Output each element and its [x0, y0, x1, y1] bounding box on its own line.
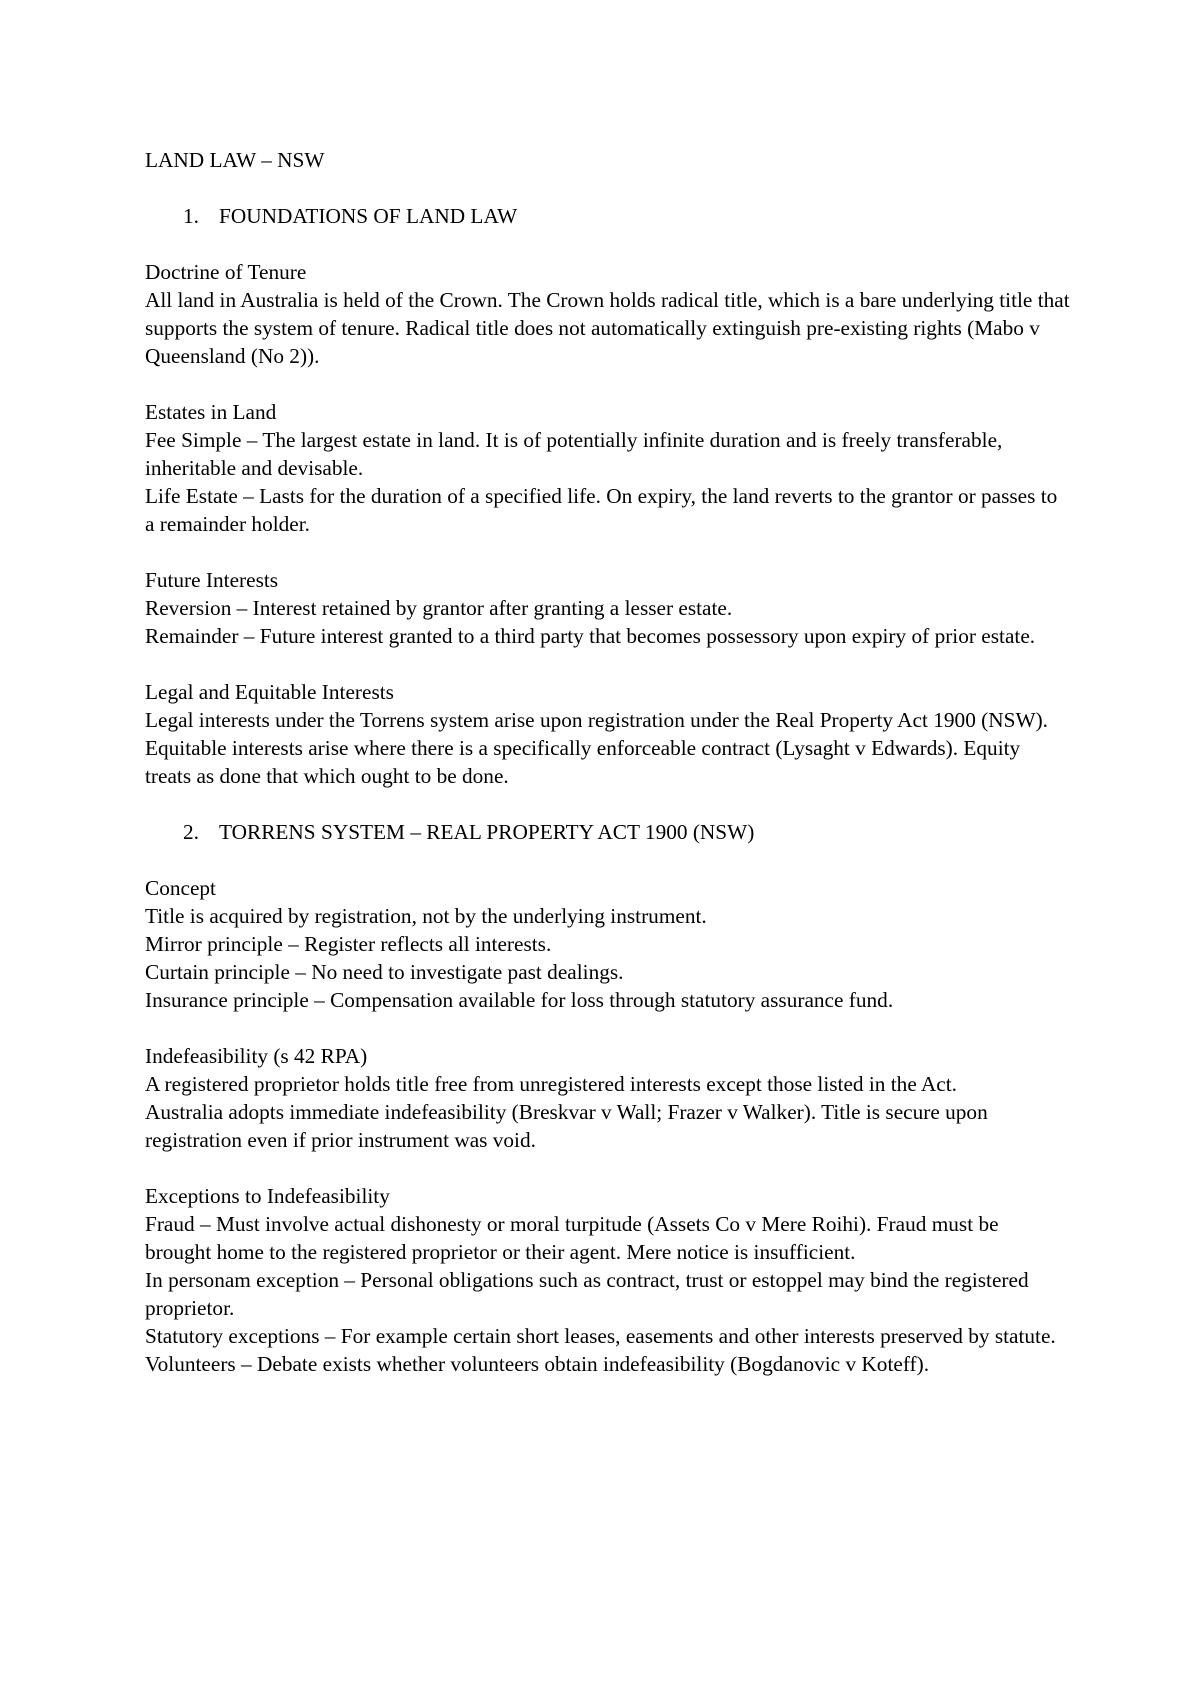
section-heading-number: 2.: [183, 820, 199, 844]
paragraph: Australia adopts immediate indefeasibility (Breskvar v Wall; Frazer v Walker). Title is secure upon registration even if prior instrument was void.: [145, 1100, 988, 1152]
section-heading-1: [145, 202, 1070, 230]
paragraph: Remainder – Future interest granted to a third party that becomes possessory upon expiry of prior estate.: [145, 624, 1036, 648]
document-title: LAND LAW – NSW: [145, 148, 325, 172]
section-heading-text: FOUNDATIONS OF LAND LAW: [219, 204, 518, 228]
paragraph: Life Estate – Lasts for the duration of a specified life. On expiry, the land reverts to the grantor or passes to a remainder holder.: [145, 484, 1058, 536]
subsection-title: Future Interests: [145, 568, 279, 592]
subsection-legal-and-equitable-interests: [145, 678, 1070, 790]
subsection-title: Legal and Equitable Interests: [145, 680, 394, 704]
paragraph: Title is acquired by registration, not by the underlying instrument.: [145, 904, 707, 928]
paragraph: Fee Simple – The largest estate in land. It is of potentially infinite duration and is freely transferable, inheritable and devisable.: [145, 428, 1003, 480]
paragraph: Statutory exceptions – For example certain short leases, easements and other interests preserved by statute.: [145, 1324, 1056, 1348]
section-heading-number: 1.: [183, 204, 199, 228]
paragraph: In personam exception – Personal obligations such as contract, trust or estoppel may bind the registered proprietor.: [145, 1268, 1029, 1320]
section-heading-text: TORRENS SYSTEM – REAL PROPERTY ACT 1900 (NSW): [219, 820, 755, 844]
subsection-title: Estates in Land: [145, 400, 277, 424]
paragraph: A registered proprietor holds title free from unregistered interests except those listed in the Act.: [145, 1072, 957, 1096]
section-heading-2: [145, 818, 1070, 846]
subsection-title: Exceptions to Indefeasibility: [145, 1184, 390, 1208]
paragraph: Equitable interests arise where there is a specifically enforceable contract (Lysaght v Edwards). Equity treats as done that which ought to be done.: [145, 736, 1021, 788]
paragraph: Volunteers – Debate exists whether volunteers obtain indefeasibility (Bogdanovic v Koteff).: [145, 1352, 930, 1376]
subsection-title: Indefeasibility (s 42 RPA): [145, 1044, 368, 1068]
paragraph: Curtain principle – No need to investigate past dealings.: [145, 960, 624, 984]
paragraph: Insurance principle – Compensation available for loss through statutory assurance fund.: [145, 988, 894, 1012]
paragraph: All land in Australia is held of the Crown. The Crown holds radical title, which is a bare underlying title that supports the system of tenure. Radical title does not automatically extinguish pre-existing rights (Mabo v Queensland (No 2)).: [145, 288, 1070, 368]
subsection-title: Doctrine of Tenure: [145, 260, 307, 284]
subsection-future-interests: [145, 566, 1070, 650]
paragraph: Mirror principle – Register reflects all interests.: [145, 932, 552, 956]
paragraph: Reversion – Interest retained by grantor after granting a lesser estate.: [145, 596, 733, 620]
subsection-indefeasibility: [145, 1042, 1070, 1154]
subsection-title: Concept: [145, 876, 216, 900]
subsection-doctrine-of-tenure: [145, 258, 1070, 370]
document-content: [145, 146, 1070, 1406]
subsection-exceptions-to-indefeasibility: [145, 1182, 1070, 1378]
paragraph: Fraud – Must involve actual dishonesty or moral turpitude (Assets Co v Mere Roihi). Fraud must be brought home to the registered proprietor or their agent. Mere notice is insufficient.: [145, 1212, 999, 1264]
subsection-estates-in-land: [145, 398, 1070, 538]
paragraph: Legal interests under the Torrens system arise upon registration under the Real Property Act 1900 (NSW).: [145, 708, 1049, 732]
subsection-concept: [145, 874, 1070, 1014]
